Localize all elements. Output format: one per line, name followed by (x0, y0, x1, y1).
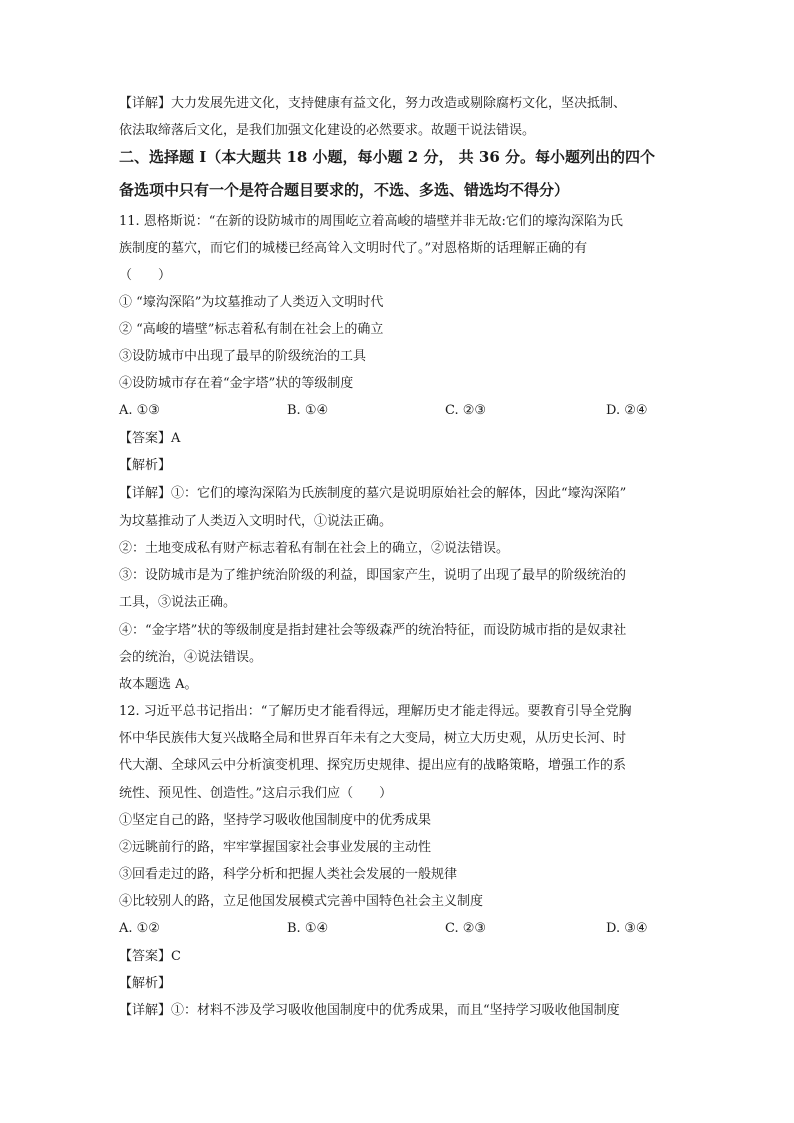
explanation-line: 工具，③说法正确。 (119, 595, 237, 610)
option-a: A. ①③ (119, 403, 160, 418)
explanation-line: ②：土地变成私有财产标志着私有制在社会上的确立，②说法错误。 (119, 541, 510, 556)
question-11-statement: ① “壕沟深陷”为坟墓推动了人类迈入文明时代 (119, 295, 384, 310)
section-heading: 二、选择题 I（本大题共 18 小题，每小题 2 分， 共 36 分。每小题列出的四个 (119, 148, 655, 166)
question-11-statement: ③设防城市中出现了最早的阶级统治的工具 (119, 349, 367, 364)
option-b: B. ①④ (287, 403, 329, 418)
question-11-statement: ② “高峻的墙壁”标志着私有制在社会上的确立 (119, 322, 384, 337)
question-12-statement: ②远眺前行的路，牢牢掌握国家社会事业发展的主动性 (119, 840, 432, 855)
analysis-label: 【解析】 (119, 976, 172, 991)
option-c: C. ②③ (445, 403, 487, 418)
conclusion-line: 故本题选 A。 (119, 677, 198, 692)
question-12-stem: 代大潮、全球风云中分析演变机理、探究历史规律、提出应有的战略策略，增强工作的系 (119, 758, 627, 773)
question-12-stem: 统性、预见性、创造性。”这启示我们应（ ） (119, 786, 393, 801)
text-line: 依法取缔落后文化，是我们加强文化建设的必然要求。故题干说法错误。 (119, 123, 536, 138)
explanation-line: 会的统治，④说法错误。 (119, 650, 263, 665)
question-12-statement: ①坚定自己的路，坚持学习吸收他国制度中的优秀成果 (119, 813, 432, 828)
option-d: D. ③④ (606, 921, 648, 936)
text-line: 【详解】大力发展先进文化，支持健康有益文化，努力改造或剔除腐朽文化，坚决抵制、 (119, 96, 627, 111)
question-12-statement: ④比较别人的路，立足他国发展模式完善中国特色社会主义制度 (119, 894, 484, 909)
option-c: C. ②③ (445, 921, 487, 936)
explanation-line: 【详解】①：材料不涉及学习吸收他国制度中的优秀成果，而且“坚持学习吸收他国制度 (119, 1003, 620, 1018)
section-heading: 备选项中只有一个是符合题目要求的，不选、多选、错选均不得分） (119, 181, 570, 199)
explanation-line: 为坟墓推动了人类迈入文明时代，①说法正确。 (119, 514, 393, 529)
answer-label: 【答案】C (119, 949, 181, 964)
question-12-statement: ③回看走过的路，科学分析和把握人类社会发展的一般规律 (119, 867, 458, 882)
option-d: D. ②④ (606, 403, 648, 418)
question-11-blank: （ ） (119, 268, 172, 283)
explanation-line: ④：“金字塔”状的等级制度是指封建社会等级森严的统治特征，而设防城市指的是奴隶社 (119, 623, 627, 638)
explanation-line: 【详解】①：它们的壕沟深陷为氏族制度的墓穴是说明原始社会的解体，因此“壕沟深陷” (119, 486, 627, 501)
option-b: B. ①④ (287, 921, 329, 936)
answer-label: 【答案】A (119, 431, 181, 446)
question-11-statement: ④设防城市存在着“金字塔”状的等级制度 (119, 376, 354, 391)
question-11-stem: 族制度的墓穴，而它们的城楼已经高耸入文明时代了。”对恩格斯的话理解正确的有 (119, 241, 588, 256)
option-a: A. ①② (119, 921, 160, 936)
question-11-stem: 11. 恩格斯说：“在新的设防城市的周围屹立着高峻的墙壁并非无故:它们的壕沟深陷为氏 (119, 214, 623, 229)
question-12-stem: 12. 习近平总书记指出：“了解历史才能看得远，理解历史才能走得远。要教育引导全党胸 (119, 704, 632, 719)
explanation-line: ③：设防城市是为了维护统治阶级的利益，即国家产生，说明了出现了最早的阶级统治的 (119, 568, 627, 583)
analysis-label: 【解析】 (119, 458, 172, 473)
question-12-stem: 怀中华民族伟大复兴战略全局和世界百年未有之大变局，树立大历史观，从历史长河、时 (119, 731, 627, 746)
